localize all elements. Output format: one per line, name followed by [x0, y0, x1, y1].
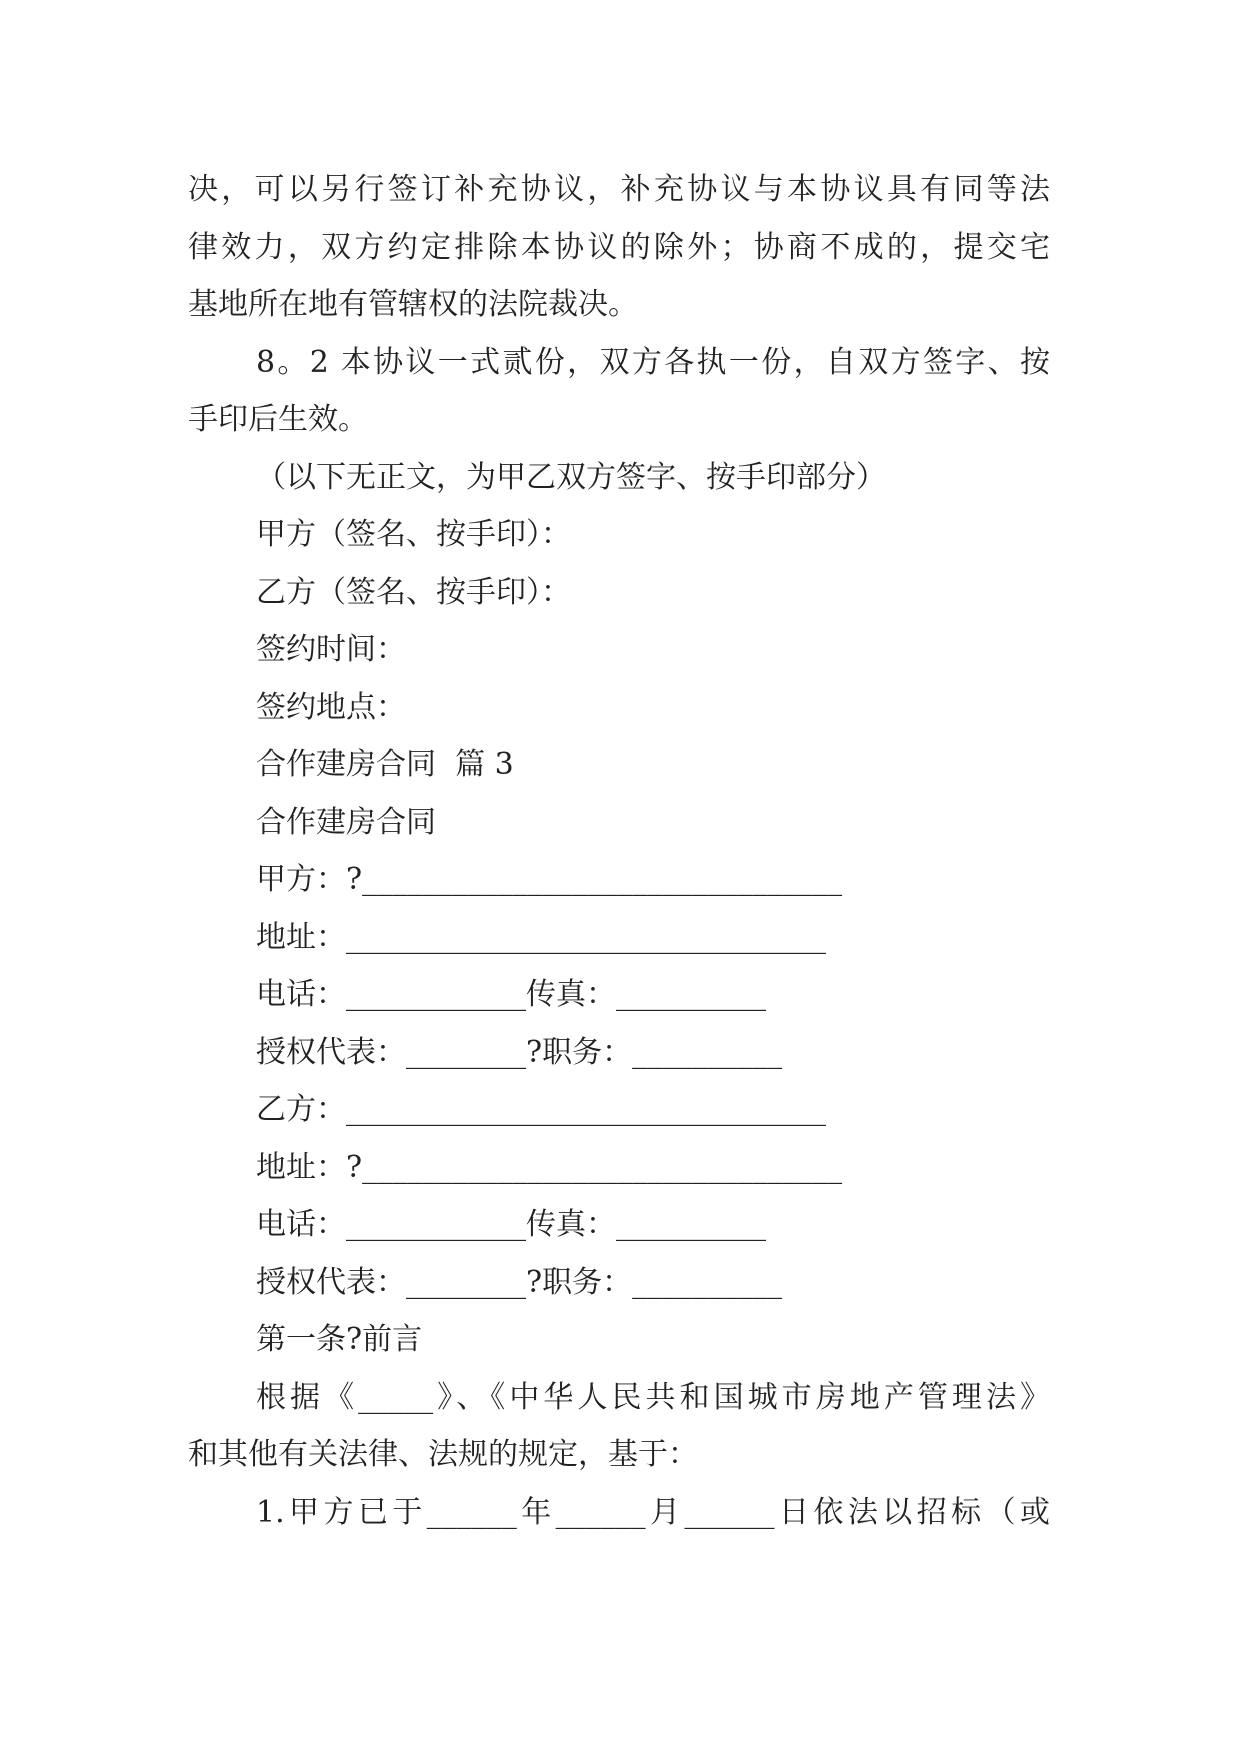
text-line: 决，可以另行签订补充协议，补充协议与本协议具有同等法: [188, 172, 1050, 207]
note-no-text: （以下无正文，为甲乙双方签字、按手印部分）: [256, 459, 886, 495]
sign-place-label: 签约地点：: [256, 689, 406, 725]
party-b-representative-field: 授权代表：________?职务：__________: [256, 1264, 783, 1300]
document-body: [188, 161, 1050, 1541]
party-a-representative-field: 授权代表：________?职务：__________: [256, 1034, 783, 1070]
party-b-signature-label: 乙方（签名、按手印）：: [256, 574, 571, 610]
party-b-name-field: 乙方：________________________________: [256, 1092, 826, 1127]
article-1-heading: 第一条?前言: [256, 1322, 423, 1357]
party-a-name-field: 甲方：?________________________________: [256, 862, 843, 897]
text-line: 根据《_____》、《中华人民共和国城市房地产管理法》: [256, 1379, 1050, 1415]
party-a-signature-label: 甲方（签名、按手印）：: [256, 517, 571, 552]
text-line: 基地所在地有管辖权的法院裁决。: [188, 287, 638, 322]
party-b-phone-fax-field: 电话：____________传真：__________: [256, 1207, 766, 1242]
text-line: 8。2 本协议一式贰份，双方各执一份，自双方签字、按: [256, 344, 1050, 380]
text-line: 律效力，双方约定排除本协议的除外；协商不成的，提交宅: [188, 229, 1050, 265]
party-a-address-field: 地址：________________________________: [256, 919, 826, 955]
text-line: 1.甲方已于______年______月______日依法以招标（或: [256, 1494, 1050, 1530]
party-a-phone-fax-field: 电话：____________传真：__________: [256, 977, 766, 1012]
text-line: 和其他有关法律、法规的规定，基于：: [188, 1437, 698, 1472]
text-line: 手印后生效。: [188, 402, 368, 437]
section-heading: 合作建房合同 篇 3: [256, 747, 514, 782]
sign-time-label: 签约时间：: [256, 632, 406, 667]
contract-title: 合作建房合同: [256, 804, 436, 840]
party-b-address-field: 地址：?________________________________: [256, 1149, 843, 1185]
